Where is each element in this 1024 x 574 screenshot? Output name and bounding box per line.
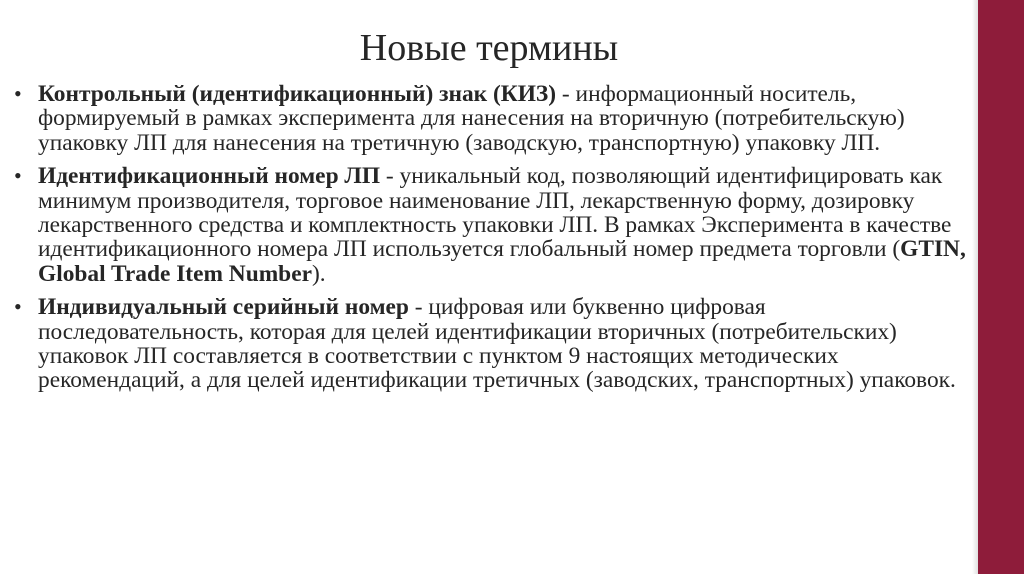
term-definition: - цифровая или буквенно цифровая последовательность, которая для целей идентификации вторичных (потребительских) упаковок ЛП составляется в соответствии с пунктом 9 настоящих методических рекомендаций, а для целей идентификации третичных (заводских, транспортных) упаковок. [38, 294, 956, 394]
term-name: Индивидуальный серийный номер [38, 294, 409, 321]
slide-title: Новые термины [359, 27, 619, 69]
term-definition: - уникальный код, позволяющий идентифицировать как минимум производителя, торговое наименование ЛП, лекарственную форму, дозировку лекарственного средства и комплектность упаковки ЛП. В рамках Эксперимента в качестве идентификационного номера ЛП используется глобальный номер предмета торговли ( [38, 163, 952, 263]
gtin-highlight: GTIN, Global Trade Item Number [38, 236, 966, 287]
term-item-serial-number [10, 295, 968, 393]
term-item-id-number [10, 164, 968, 286]
accent-bar [978, 0, 1024, 574]
term-definition: - информационный носитель, формируемый в рамках эксперимента для нанесения на вторичную (потребительскую) упаковку ЛП для нанесения на третичную (заводскую, транспортную) упаковку ЛП. [38, 81, 905, 156]
terms-list [10, 82, 968, 402]
bullet-icon: • [14, 294, 22, 320]
term-name: Идентификационный номер ЛП [38, 163, 381, 190]
term-definition-end: ). [311, 260, 326, 287]
term-item-kiz [10, 82, 968, 155]
term-name: Контрольный (идентификационный) знак (КИЗ) [38, 81, 557, 107]
bullet-icon: • [14, 163, 22, 189]
bullet-icon: • [14, 81, 22, 106]
